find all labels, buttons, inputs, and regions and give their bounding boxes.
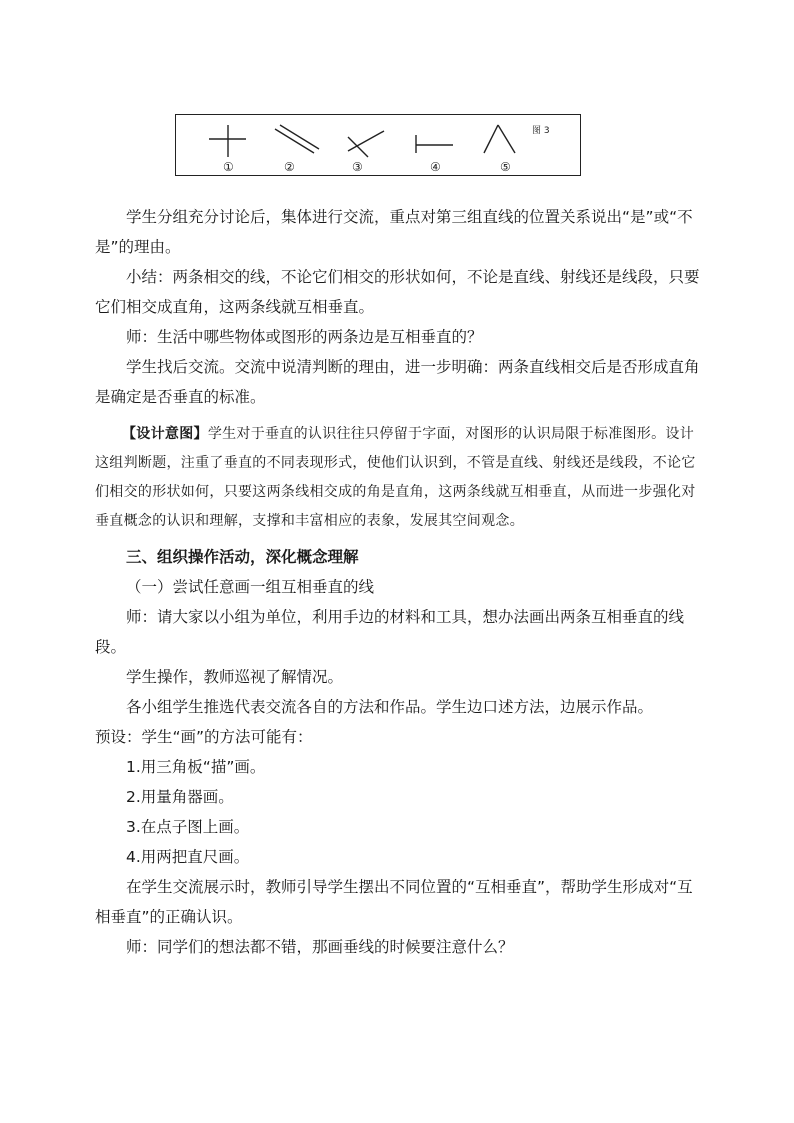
line-figure-box bbox=[175, 114, 581, 176]
figure-number-2: ② bbox=[284, 160, 295, 174]
paragraph-teacher-instruction: 师：请大家以小组为单位，利用手边的材料和工具，想办法画出两条互相垂直的线段。 bbox=[95, 608, 685, 656]
paragraph-group-exchange: 各小组学生推选代表交流各自的方法和作品。学生边口述方法，边展示作品。 bbox=[126, 698, 654, 716]
figure-label: 图 3 bbox=[532, 126, 550, 136]
paragraph-discussion: 学生分组充分讨论后，集体进行交流，重点对第三组直线的位置关系说出“是”或“不是”的理由。 bbox=[95, 208, 693, 256]
method-item-1: 1.用三角板“描”画。 bbox=[126, 758, 266, 776]
figure-2-parallel bbox=[275, 125, 319, 153]
line-figure bbox=[176, 115, 582, 177]
figure-3-oblique bbox=[348, 131, 384, 157]
method-item-4: 4.用两把直尺画。 bbox=[126, 848, 250, 866]
figure-number-3: ③ bbox=[352, 160, 363, 174]
paragraph-closing-question: 师：同学们的想法都不错，那画垂线的时候要注意什么？ bbox=[126, 938, 514, 956]
paragraph-summary: 小结：两条相交的线，不论它们相交的形状如何，不论是直线、射线还是线段，只要它们相交成直角，这两条线就互相垂直。 bbox=[95, 268, 700, 316]
figure-number-4: ④ bbox=[430, 160, 441, 174]
design-intent-title: 【设计意图】 bbox=[122, 426, 208, 442]
subsection-heading-1: （一）尝试任意画一组互相垂直的线 bbox=[126, 578, 375, 596]
figure-1-cross bbox=[209, 125, 246, 157]
paragraph-student-operation: 学生操作，教师巡视了解情况。 bbox=[126, 668, 344, 686]
design-intent bbox=[95, 420, 701, 536]
figure-4-t-shape bbox=[416, 135, 453, 153]
method-item-2: 2.用量角器画。 bbox=[126, 788, 234, 806]
paragraph-preset: 预设：学生“画”的方法可能有： bbox=[95, 728, 313, 746]
method-item-3: 3.在点子图上画。 bbox=[126, 818, 250, 836]
design-intent-body: 学生对于垂直的认识往往只停留于字面，对图形的认识局限于标准图形。设计这组判断题，注重了垂直的不同表现形式，使他们认识到，不管是直线、射线还是线段，不论它们相交的形状如何，只要这两条线相交成的角是直角，这两条线就互相垂直，从而进一步强化对垂直概念的认识和理解，支撑和丰富相应的表象，发展其空间观念。 bbox=[95, 426, 696, 529]
paragraph-teacher-guide: 在学生交流展示时，教师引导学生摆出不同位置的“互相垂直”，帮助学生形成对“互相垂直”的正确认识。 bbox=[95, 878, 693, 926]
figure-number-5: ⑤ bbox=[500, 160, 511, 174]
paragraph-question: 师：生活中哪些物体或图形的两条边是互相垂直的？ bbox=[126, 328, 483, 346]
figure-number-1: ① bbox=[223, 160, 234, 174]
section-heading-3: 三、组织操作活动，深化概念理解 bbox=[126, 548, 359, 566]
figure-5-angle bbox=[484, 125, 515, 153]
body-text bbox=[95, 202, 701, 962]
paragraph-exchange: 学生找后交流。交流中说清判断的理由，进一步明确：两条直线相交后是否形成直角是确定是否垂直的标准。 bbox=[95, 358, 700, 406]
